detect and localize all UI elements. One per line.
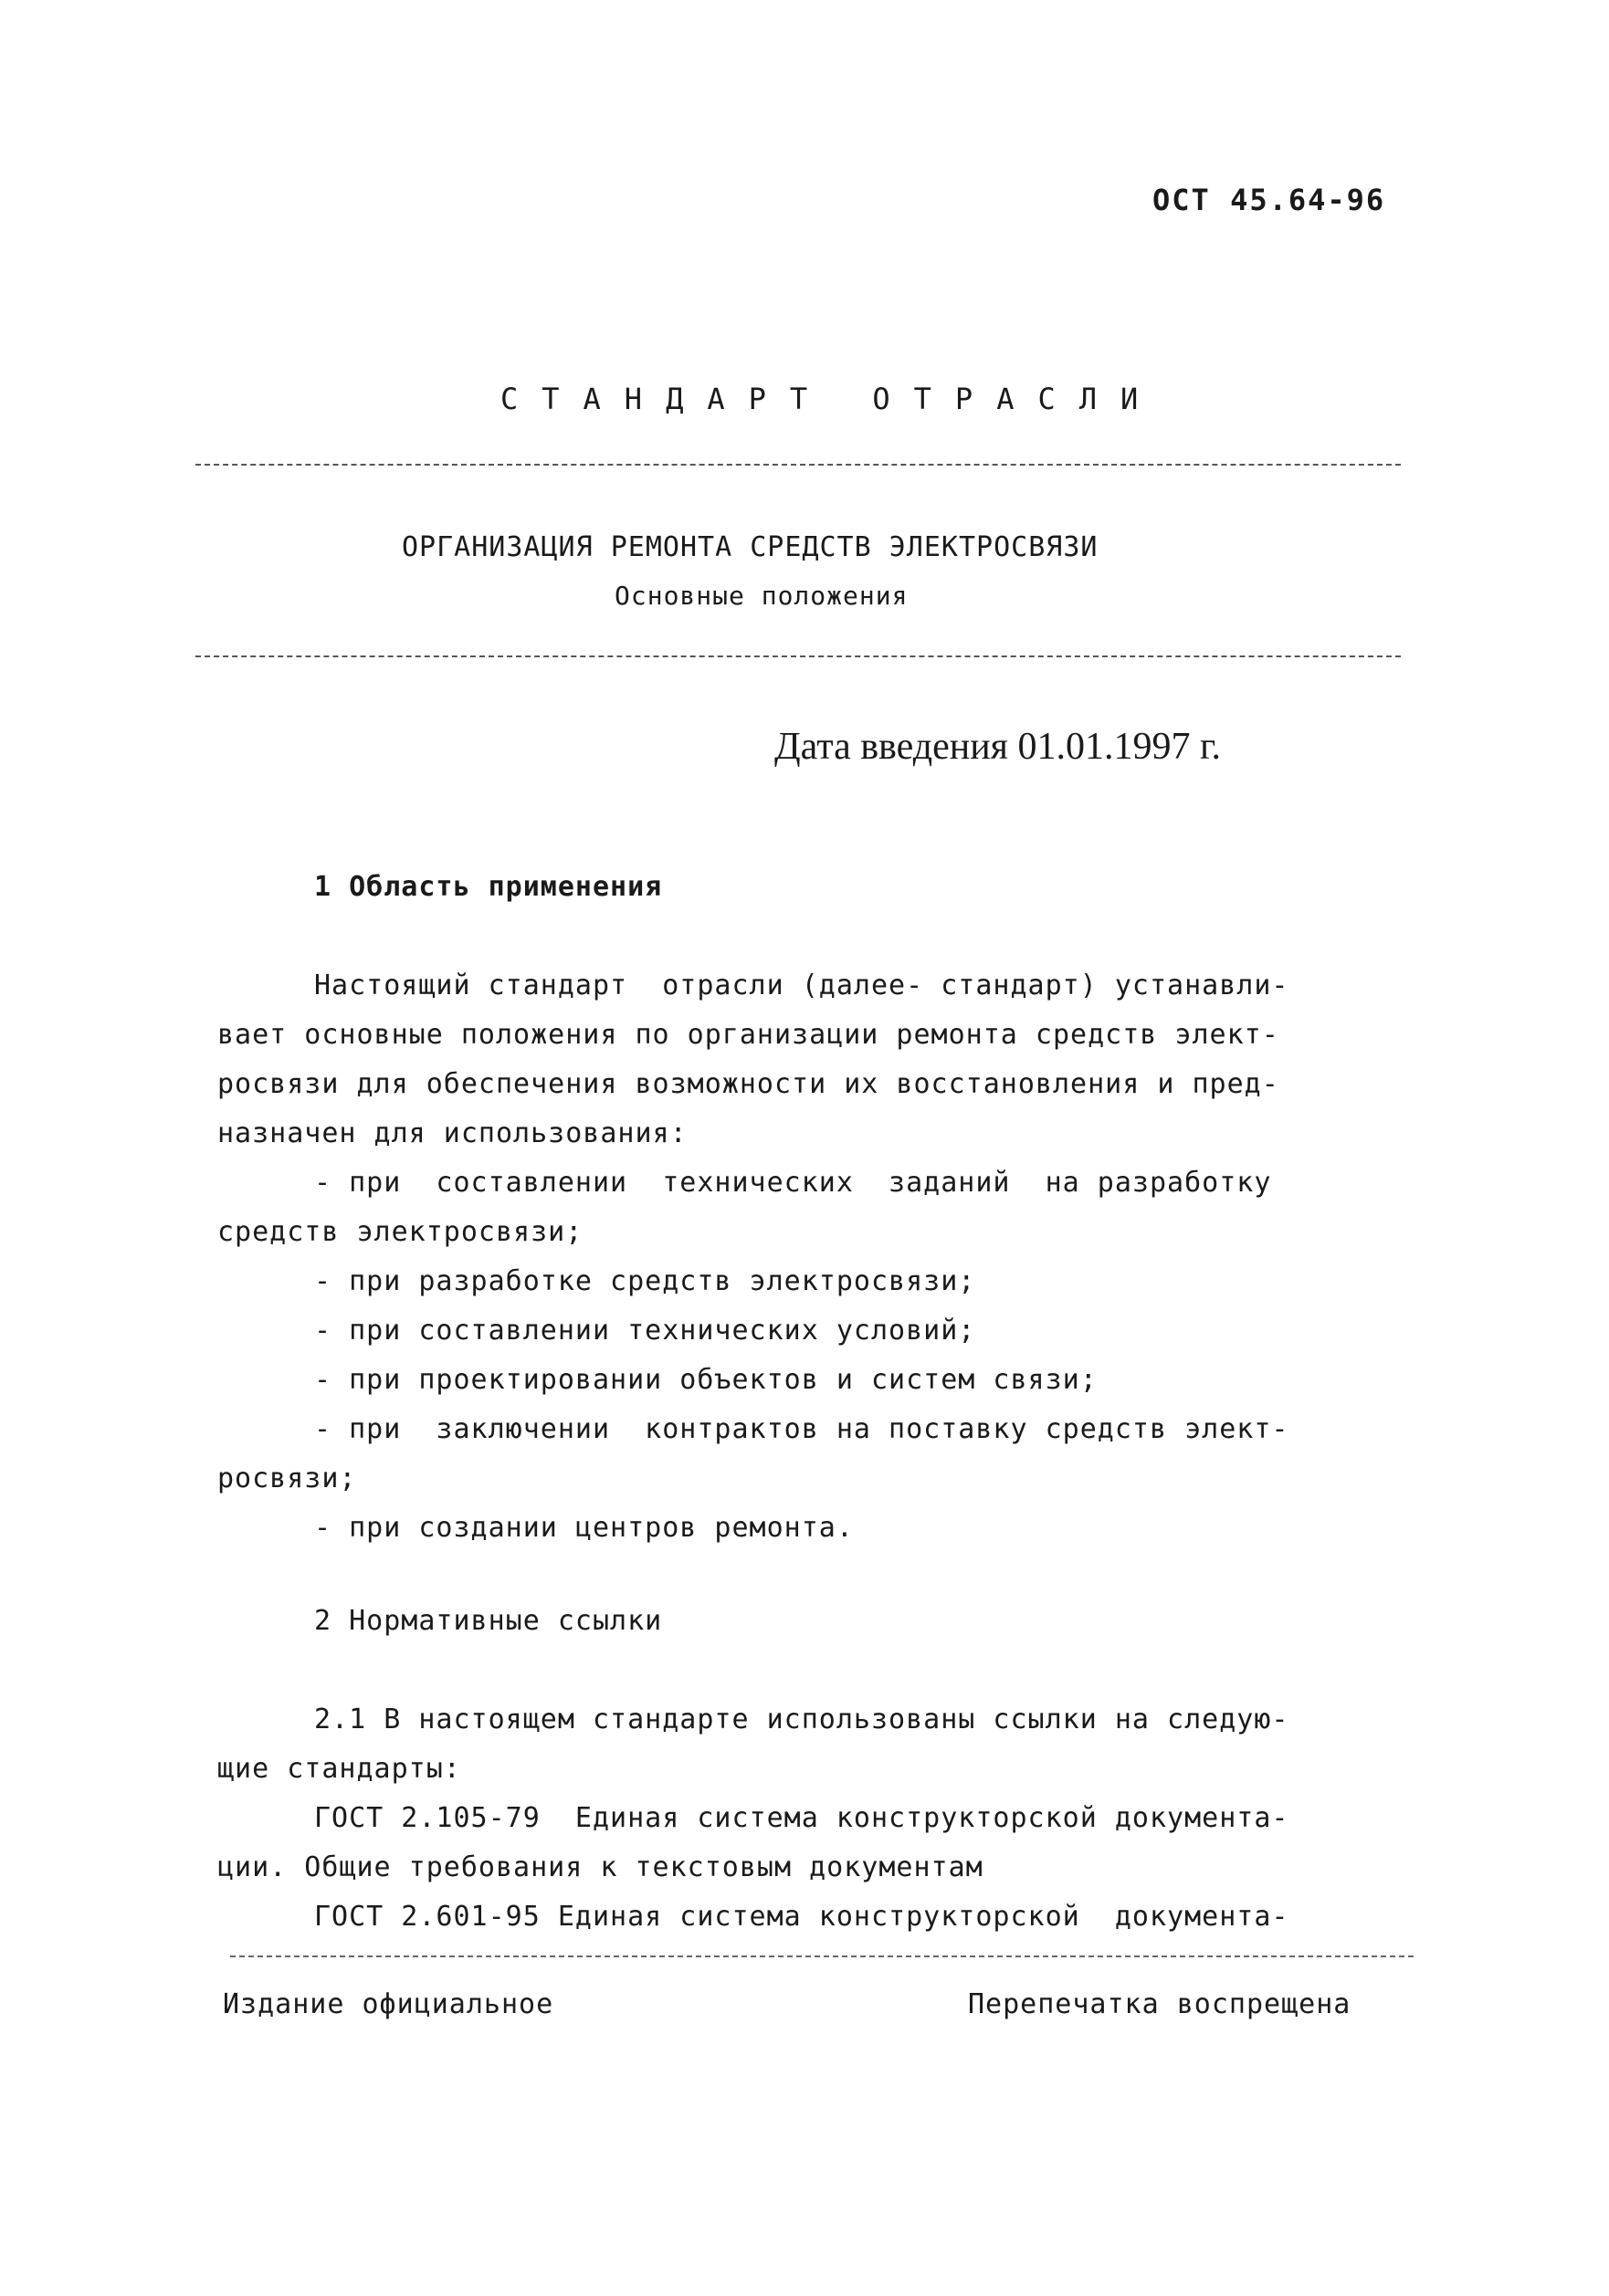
footer-reprint-prohibited: Перепечатка воспрещена xyxy=(968,1988,1351,2020)
section-1-list-item: - при составлении технических условий; xyxy=(314,1315,976,1347)
section-1-list-item: - при заключении контрактов на поставку средств элект- xyxy=(314,1413,1289,1445)
footer-official-edition: Издание официальное xyxy=(223,1988,554,2020)
divider-title-bottom xyxy=(195,655,1401,657)
section-2-heading: 2 Нормативные ссылки xyxy=(314,1605,663,1637)
section-1-line: средств электросвязи; xyxy=(217,1216,584,1248)
section-1-list-item: - при создании центров ремонта. xyxy=(314,1512,854,1544)
section-2-line: ции. Общие требования к текстовым документам xyxy=(217,1851,983,1883)
section-1-line: росвязи для обеспечения возможности их восстановления и пред- xyxy=(217,1068,1279,1100)
section-1-line: Настоящий стандарт отрасли (далее- стандарт) устанавли- xyxy=(314,970,1289,1001)
section-1-heading: 1 Область применения xyxy=(314,871,663,903)
section-1-line: росвязи; xyxy=(217,1463,357,1494)
document-subtitle: Основные положения xyxy=(615,581,909,611)
divider-footer xyxy=(230,1955,1414,1957)
section-1-list-item: - при составлении технических заданий на разработку xyxy=(314,1167,1272,1199)
standard-title: СТАНДАРТ ОТРАСЛИ xyxy=(500,382,1162,416)
document-code: ОСТ 45.64-96 xyxy=(1152,183,1386,217)
section-1-list-item: - при разработке средств электросвязи; xyxy=(314,1265,976,1297)
section-2-reference: ГОСТ 2.105-79 Единая система конструкторской документа- xyxy=(314,1802,1289,1834)
document-title: ОРГАНИЗАЦИЯ РЕМОНТА СРЕДСТВ ЭЛЕКТРОСВЯЗИ xyxy=(402,531,1099,563)
section-2-line: 2.1 В настоящем стандарте использованы ссылки на следую- xyxy=(314,1704,1289,1735)
section-1-line: назначен для использования: xyxy=(217,1117,688,1149)
section-1-line: вает основные положения по организации ремонта средств элект- xyxy=(217,1019,1279,1051)
divider-top xyxy=(195,464,1401,466)
section-2-line: щие стандарты: xyxy=(217,1753,461,1785)
section-2-reference: ГОСТ 2.601-95 Единая система конструкторской документа- xyxy=(314,1901,1289,1933)
introduction-date: Дата введения 01.01.1997 г. xyxy=(774,726,1221,768)
section-1-list-item: - при проектировании объектов и систем связи; xyxy=(314,1364,1098,1396)
